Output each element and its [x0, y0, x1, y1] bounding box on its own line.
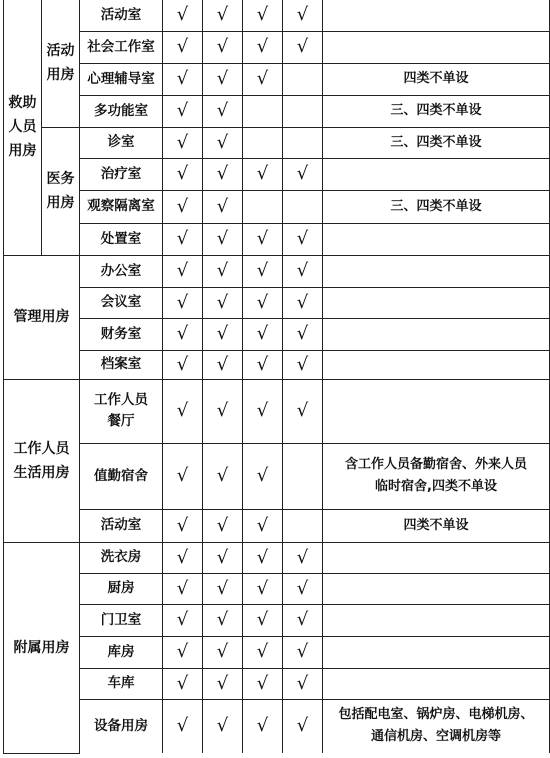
check-mark: √	[203, 509, 243, 542]
check-mark: √	[163, 318, 203, 350]
table-row	[4, 158, 550, 190]
check-mark: √	[203, 542, 243, 573]
room-name: 财务室	[80, 318, 163, 350]
room-name: 社会工作室	[80, 31, 163, 63]
table-row	[4, 318, 550, 350]
check-mark: √	[283, 158, 323, 190]
check-mark: √	[203, 127, 243, 158]
check-mark: √	[243, 31, 283, 63]
remark-cell: 四类不单设	[323, 509, 550, 542]
room-name: 洗衣房	[80, 542, 163, 573]
check-mark: √	[163, 350, 203, 379]
remark-cell: 三、四类不单设	[323, 95, 550, 127]
check-mark: √	[243, 573, 283, 604]
room-name: 治疗室	[80, 158, 163, 190]
subgroup-label: 活动 用房	[42, 0, 80, 127]
check-mark: √	[283, 668, 323, 699]
table-row	[4, 699, 550, 753]
check-mark: √	[243, 636, 283, 668]
check-mark: √	[243, 0, 283, 31]
check-mark: √	[283, 604, 323, 636]
check-mark	[243, 127, 283, 158]
check-mark: √	[283, 255, 323, 287]
remark-cell: 含工作人员备勤宿舍、外来人员 临时宿舍,四类不单设	[323, 443, 550, 509]
room-name: 厨房	[80, 573, 163, 604]
room-name: 设备用房	[80, 699, 163, 753]
check-mark: √	[163, 190, 203, 223]
remark-cell: 三、四类不单设	[323, 190, 550, 223]
check-mark: √	[243, 509, 283, 542]
room-name: 办公室	[80, 255, 163, 287]
check-mark: √	[203, 287, 243, 318]
check-mark: √	[203, 379, 243, 443]
check-mark: √	[203, 668, 243, 699]
check-mark: √	[243, 223, 283, 255]
check-mark: √	[163, 379, 203, 443]
remark-cell	[323, 318, 550, 350]
check-mark	[283, 95, 323, 127]
check-mark: √	[163, 63, 203, 95]
check-mark: √	[203, 318, 243, 350]
check-mark: √	[243, 63, 283, 95]
check-mark: √	[203, 699, 243, 753]
remark-cell	[323, 542, 550, 573]
check-mark: √	[163, 573, 203, 604]
room-name: 活动室	[80, 0, 163, 31]
table-row	[4, 668, 550, 699]
check-mark: √	[283, 573, 323, 604]
remark-cell	[323, 604, 550, 636]
table-row	[4, 255, 550, 287]
table-row	[4, 573, 550, 604]
room-name: 诊室	[80, 127, 163, 158]
remark-cell: 四类不单设	[323, 63, 550, 95]
table-row	[4, 636, 550, 668]
room-name: 值勤宿舍	[80, 443, 163, 509]
check-mark: √	[243, 668, 283, 699]
table-row	[4, 31, 550, 63]
check-mark: √	[163, 604, 203, 636]
check-mark: √	[243, 379, 283, 443]
room-name: 会议室	[80, 287, 163, 318]
check-mark: √	[203, 636, 243, 668]
check-mark: √	[243, 350, 283, 379]
check-mark: √	[283, 699, 323, 753]
remark-cell	[323, 636, 550, 668]
group-label: 工作人员 生活用房	[4, 379, 80, 542]
check-mark: √	[163, 158, 203, 190]
table-row	[4, 443, 550, 509]
check-mark: √	[243, 699, 283, 753]
check-mark: √	[243, 443, 283, 509]
check-mark: √	[203, 190, 243, 223]
room-name: 库房	[80, 636, 163, 668]
remark-cell	[323, 0, 550, 31]
check-mark: √	[163, 699, 203, 753]
room-name: 档案室	[80, 350, 163, 379]
table-row	[4, 190, 550, 223]
table-row	[4, 379, 550, 443]
check-mark: √	[243, 318, 283, 350]
room-name: 多功能室	[80, 95, 163, 127]
check-mark	[243, 190, 283, 223]
check-mark: √	[163, 31, 203, 63]
check-mark: √	[163, 542, 203, 573]
check-mark: √	[203, 95, 243, 127]
table-row	[4, 95, 550, 127]
check-mark: √	[163, 509, 203, 542]
room-name: 心理辅导室	[80, 63, 163, 95]
table-row	[4, 0, 550, 31]
check-mark	[283, 509, 323, 542]
check-mark: √	[283, 31, 323, 63]
remark-cell	[323, 573, 550, 604]
check-mark	[243, 95, 283, 127]
remark-cell	[323, 287, 550, 318]
check-mark: √	[203, 223, 243, 255]
check-mark: √	[283, 636, 323, 668]
table-row	[4, 287, 550, 318]
check-mark: √	[203, 31, 243, 63]
check-mark: √	[203, 0, 243, 31]
subgroup-label: 医务 用房	[42, 127, 80, 255]
check-mark: √	[163, 287, 203, 318]
check-mark: √	[203, 443, 243, 509]
check-mark: √	[283, 0, 323, 31]
remark-cell	[323, 31, 550, 63]
check-mark: √	[283, 223, 323, 255]
check-mark	[283, 63, 323, 95]
remark-cell: 三、四类不单设	[323, 127, 550, 158]
check-mark: √	[243, 287, 283, 318]
check-mark: √	[163, 0, 203, 31]
table-row	[4, 350, 550, 379]
check-mark: √	[163, 127, 203, 158]
check-mark: √	[243, 158, 283, 190]
remark-cell	[323, 158, 550, 190]
check-mark: √	[203, 350, 243, 379]
remark-cell: 包括配电室、锅炉房、电梯机房、 通信机房、空调机房等	[323, 699, 550, 753]
remark-cell	[323, 223, 550, 255]
check-mark: √	[203, 158, 243, 190]
check-mark: √	[203, 604, 243, 636]
check-mark: √	[283, 379, 323, 443]
check-mark: √	[283, 542, 323, 573]
check-mark: √	[163, 95, 203, 127]
group-label: 管理用房	[4, 255, 80, 379]
group-label: 附属用房	[4, 542, 80, 753]
room-name: 车库	[80, 668, 163, 699]
check-mark	[283, 443, 323, 509]
table-row	[4, 604, 550, 636]
check-mark: √	[163, 443, 203, 509]
room-name: 活动室	[80, 509, 163, 542]
room-name: 处置室	[80, 223, 163, 255]
check-mark: √	[163, 255, 203, 287]
check-mark: √	[163, 636, 203, 668]
check-mark: √	[283, 350, 323, 379]
room-configuration-table	[3, 0, 550, 754]
check-mark: √	[203, 255, 243, 287]
table-row	[4, 542, 550, 573]
check-mark: √	[163, 223, 203, 255]
check-mark: √	[283, 318, 323, 350]
table-row	[4, 127, 550, 158]
check-mark	[283, 127, 323, 158]
check-mark	[283, 190, 323, 223]
check-mark: √	[203, 573, 243, 604]
table-row	[4, 63, 550, 95]
group-label: 救助 人员 用房	[4, 0, 42, 255]
remark-cell	[323, 255, 550, 287]
check-mark: √	[283, 287, 323, 318]
remark-cell	[323, 668, 550, 699]
check-mark: √	[203, 63, 243, 95]
check-mark: √	[163, 668, 203, 699]
room-name: 观察隔离室	[80, 190, 163, 223]
table-row	[4, 509, 550, 542]
table-row	[4, 223, 550, 255]
check-mark: √	[243, 604, 283, 636]
check-mark: √	[243, 255, 283, 287]
room-name: 门卫室	[80, 604, 163, 636]
remark-cell	[323, 350, 550, 379]
check-mark: √	[243, 542, 283, 573]
room-name: 工作人员 餐厅	[80, 379, 163, 443]
remark-cell	[323, 379, 550, 443]
